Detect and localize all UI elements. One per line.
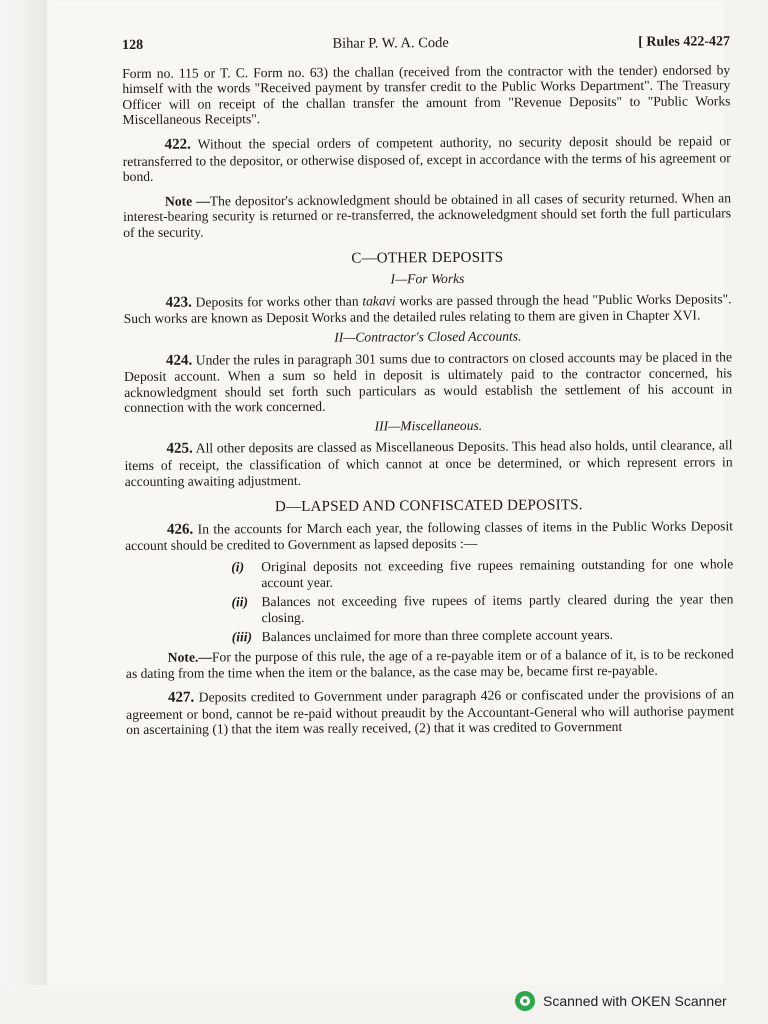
rule-text: Without the special orders of competent authority, no security deposit should be repaid or retransferred to the depositor, or otherwise disposed of, except in accordance with the terms of his agreement or bond. <box>122 133 731 185</box>
list-item <box>231 556 733 590</box>
rule-427 <box>126 686 734 737</box>
rule-text: All other deposits are classed as Miscellaneous Deposits. This head also holds, until clearance, all items of receipt, the classification of which cannot at once be determined, or which represent errors in accounting awaiting adjustment. <box>124 437 733 489</box>
takavi-term: takavi <box>362 293 396 309</box>
note-426 <box>126 646 734 681</box>
list-item <box>232 627 734 646</box>
rule-number: 424. <box>165 352 193 369</box>
rule-426 <box>125 518 733 554</box>
rule-425 <box>124 438 732 489</box>
scanner-label: Scanned with OKEN Scanner <box>543 993 727 1009</box>
oken-scanner-logo-icon <box>515 991 535 1011</box>
rule-text-cont: works are passed through the head "Public Works Deposits". Such works are known as Deposit Works and the detailed rules relating to them are given in Chapter XVI. <box>123 290 732 327</box>
rule-number: 423. <box>165 294 192 311</box>
page-header <box>122 34 730 53</box>
rule-number: 422. <box>164 136 191 153</box>
list-text: Balances unclaimed for more than three complete account years. <box>261 627 614 645</box>
section-c-heading: C—OTHER DEPOSITS <box>351 249 504 267</box>
rule-number: 427. <box>167 689 195 706</box>
document-page <box>44 0 735 985</box>
rule-text: Deposits credited to Government under paragraph 426 or confiscated under the provisions of an agreement or bond, cannot be re-paid without preaudit by the Accountant-General who will authorise payment on ascertaining (1) that the item was really received, (2) that it was credited to Government <box>126 686 735 738</box>
note-text: For the purpose of this rule, the age of a re-payable item or of a balance of it, is to be reckoned as dating from the time when the item or the balance, as the case may be, became first re-payable. <box>125 646 734 681</box>
scan-margin <box>0 0 44 985</box>
note-label: Note — <box>164 193 210 209</box>
list-text: Original deposits not exceeding five rupees remaining outstanding for one whole account year. <box>261 556 734 590</box>
list-marker: (ii) <box>231 594 249 610</box>
scanner-watermark <box>515 990 727 1012</box>
subheading-for-works: I—For Works <box>390 271 465 287</box>
page-number: 128 <box>122 37 144 53</box>
note-422 <box>123 190 731 240</box>
rule-number: 426. <box>166 521 194 538</box>
rule-text: Under the rules in paragraph 301 sums due to contractors on closed accounts may be placed in the Deposit account. When a sum so held in deposit is ultimately paid to the contractor concerned, his acknowledgment should set forth such particulars as would establish the settlement of his account in connection with the work concerned. <box>124 348 733 416</box>
rule-text: In the accounts for March each year, the following classes of items in the Public Works Deposit account should be credited to Government as lapsed deposits :— <box>125 518 734 554</box>
rule-423 <box>124 291 732 327</box>
list-item <box>231 591 733 625</box>
note-text: The depositor's acknowledgment should be obtained in all cases of security returned. When an interest-bearing security is returned or re-transferred, the acknoweledgment should set forth the full particulars of the security. <box>123 190 732 240</box>
subheading-closed-accounts: II—Contractor's Closed Accounts. <box>334 328 522 345</box>
list-text: Balances not exceeding five rupees of items partly cleared during the year then closing. <box>261 591 734 625</box>
note-label: Note.— <box>167 649 213 665</box>
list-marker: (i) <box>231 559 245 575</box>
rule-424 <box>124 349 732 416</box>
rule-number: 425. <box>166 441 193 458</box>
list-marker: (iii) <box>231 629 253 645</box>
lapsed-deposit-list <box>231 556 734 645</box>
section-d-heading: D—LAPSED AND CONFISCATED DEPOSITS. <box>274 497 583 516</box>
running-title: Bihar P. W. A. Code <box>332 35 449 52</box>
rules-range: [ Rules 422-427 <box>638 34 731 50</box>
intro-paragraph: Form no. 115 or T. C. Form no. 63) the challan (received from the contractor with the tender) endorsed by himself with the words "Received payment by transfer credit to the Public Works Department". The Treasury Officer will on receipt of the challan transfer the amount from "Revenue Deposits" to "Public Works Miscellaneous Receipts". <box>122 61 731 128</box>
page-content <box>122 34 734 738</box>
rule-text: Deposits for works other than <box>195 293 363 310</box>
rule-422 <box>123 133 731 184</box>
subheading-miscellaneous: III—Miscellaneous. <box>374 417 483 434</box>
